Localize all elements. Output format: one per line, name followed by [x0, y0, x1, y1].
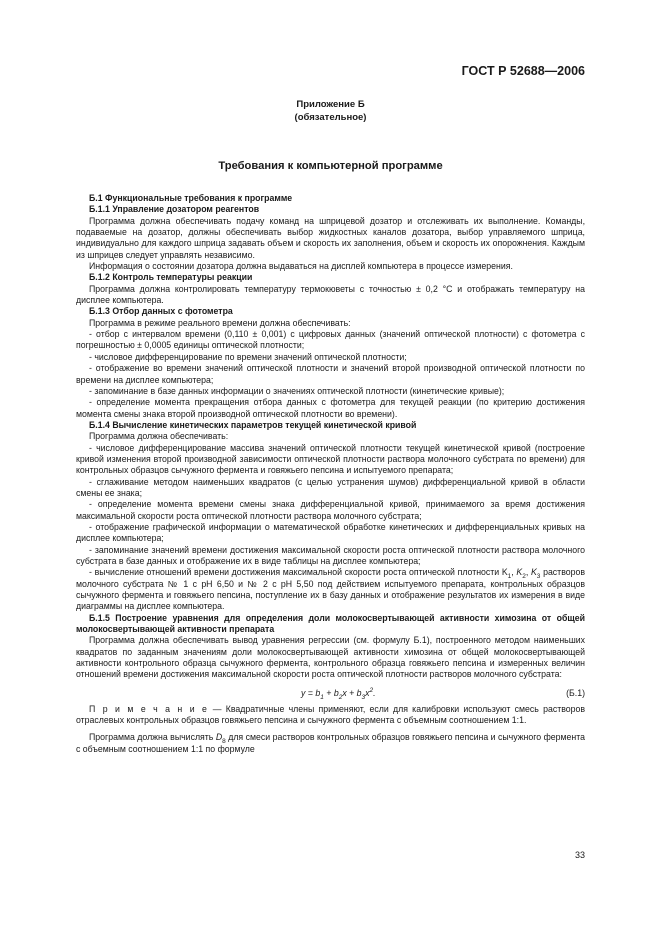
note [76, 704, 585, 727]
list-item-text-start: - вычисление отношений времени достижения максимальной скорости роста оптической плотности K [89, 567, 508, 578]
list-item: - числовое дифференцирование массива значений оптической плотности текущей кинетической кривой (построение кривой изменения второй производной зависимости оптической плотности раствора молочного субстрата по времени) для контрольных образцов сычужного фермента и говяжьего пепсина и испытуемого препарата; [76, 442, 585, 476]
list-item: - отображение во времени значений оптической плотности и значений второй производной оптической плотности по времени на дисплее компьютера; [76, 363, 585, 385]
paragraph: Программа должна обеспечивать: [89, 431, 229, 442]
list-item: - отображение графической информации о математической обработке кинетических и дифференциальных кривых на дисплее компьютера; [76, 521, 585, 544]
list-item-text-end: растворов молочного субстрата № 1 с pH 6,50 и № 2 с pH 5,50 под действием испытуемого препарата, контрольных образцов сычужного фермента и говяжьего пепсина, поступление их в базу данных и отображение результатов их измерения в виде диаграммы на дисплее компьютера. [76, 567, 585, 612]
section-heading-b11: Б.1.1 Управление дозатором реагентов [89, 204, 260, 215]
section-heading-b12: Б.1.2 Контроль температуры реакции [89, 272, 253, 283]
document-body [76, 193, 585, 755]
section-heading-b15: Б.1.5 Построение уравнения для определения доли молокосвертывающей активности химозина от общей молокосвертывающей активности препарата [76, 612, 585, 635]
section-heading-b13: Б.1.3 Отбор данных с фотометра [89, 306, 233, 317]
annex-status: (обязательное) [294, 112, 367, 123]
paragraph-text-end: для смеси растворов контрольных образцов говяжьего пепсина и сычужного фермента с объемным соотношением 1:1 по формуле [76, 732, 585, 754]
annex-heading [0, 98, 661, 124]
formula-number: (Б.1) [566, 687, 585, 698]
section-heading-b14: Б.1.4 Вычисление кинетических параметров текущей кинетической кривой [89, 419, 417, 430]
list-item: - запоминание значений времени достижения максимальной скорости роста оптической плотности раствора молочного субстрата в базе данных и отображение их в виде таблицы на дисплее компьютера; [76, 544, 585, 566]
formula-expression: $y = b_1 + b_2x + b_3x^2$. [301, 686, 376, 701]
paragraph: Программа должна вычислять $D_8$ для смеси растворов контрольных образцов говяжьего пепсина и сычужного фермента с объемным соотношением 1:1 по формуле [76, 732, 585, 754]
list-item: - вычисление отношений времени достижения максимальной скорости роста оптической плотности $K_1$, $K_2$, $K_3$ растворов молочного субстрата № 1 с pH 6,50 и № 2 с pH 5,50 под действием испытуемого препарата, контрольных образцов сычужного фермента и говяжьего пепсина, поступление их в базу данных и отображение результатов их измерения в виде диаграммы на дисплее компьютера. [76, 567, 585, 612]
list-item: - отбор с интервалом времени (0,110 ± 0,001) с цифровых данных (значений оптической плотности) с фотометра с погрешностью ± 0,0005 единицы оптической плотности; [76, 329, 585, 351]
list-item: - сглаживание методом наименьших квадратов (с целью устранения шумов) дифференциальной кривой в области смены ее знака; [76, 476, 585, 498]
regression-formula [76, 685, 585, 704]
annex-title: Приложение Б [296, 99, 365, 110]
list-item: - запоминание в базе данных информации о значениях оптической плотности (кинетические кривые); [89, 385, 505, 396]
paragraph: Программа в режиме реального времени должна обеспечивать: [89, 317, 351, 328]
list-item: - числовое дифференцирование по времени значений оптической плотности; [89, 351, 407, 362]
list-item: - определение момента времени смены знака дифференциальной кривой, принимаемого за время достижения максимальной скорости роста оптической плотности раствора молочного субстрата; [76, 499, 585, 521]
paragraph: Информация о состоянии дозатора должна выдаваться на дисплей компьютера в процессе измерения. [89, 261, 513, 272]
list-item: - определение момента прекращения отбора данных с фотометра для текущей реакции (по критерию достижения момента смены знака второй производной оптической плотности во времени). [76, 397, 585, 419]
paragraph: Программа должна контролировать температуру термокюветы с точностью ± 0,2 °С и отображать температуру на дисплее компьютера. [76, 283, 585, 306]
paragraph: Программа должна обеспечивать вывод уравнения регрессии (см. формулу Б.1), построенного методом наименьших квадратов по заданным значениям доли молокосвертывающей активности химозина от общей молокосвертывающей активности контрольного образца сычужного фермента, контрольного образца говяжьего пепсина и измеренных величин отношений времени достижения максимальной скорости роста оптической плотности растворов молочного субстрата: [76, 635, 585, 680]
page-title: Требования к компьютерной программе [218, 160, 443, 172]
paragraph: Программа должна обеспечивать подачу команд на шприцевой дозатор и отслеживать их выполнение. Команды, подаваемые на дозатор, должны обеспечивать выбор жидкостных каналов дозатора, выбор управляемого шприца, индивидуально для каждого шприца задавать объем и скорость их заполнения, объем и скорость их опорожнения. Каждым из шприцев следует управлять независимо. [76, 215, 585, 260]
standard-designation: ГОСТ Р 52688—2006 [461, 64, 585, 78]
note-label: П р и м е ч а н и е [89, 703, 209, 714]
section-heading-b1: Б.1 Функциональные требования к программе [89, 193, 293, 203]
paragraph-text-start: Программа должна вычислять [89, 732, 216, 743]
note-text: — Квадратичные члены применяют, если для калибровки используют смесь растворов отраслевых контрольных образцов говяжьего пепсина и сычужного фермента с объемным соотношением 1:1. [76, 703, 585, 726]
page-number: 33 [574, 850, 585, 860]
